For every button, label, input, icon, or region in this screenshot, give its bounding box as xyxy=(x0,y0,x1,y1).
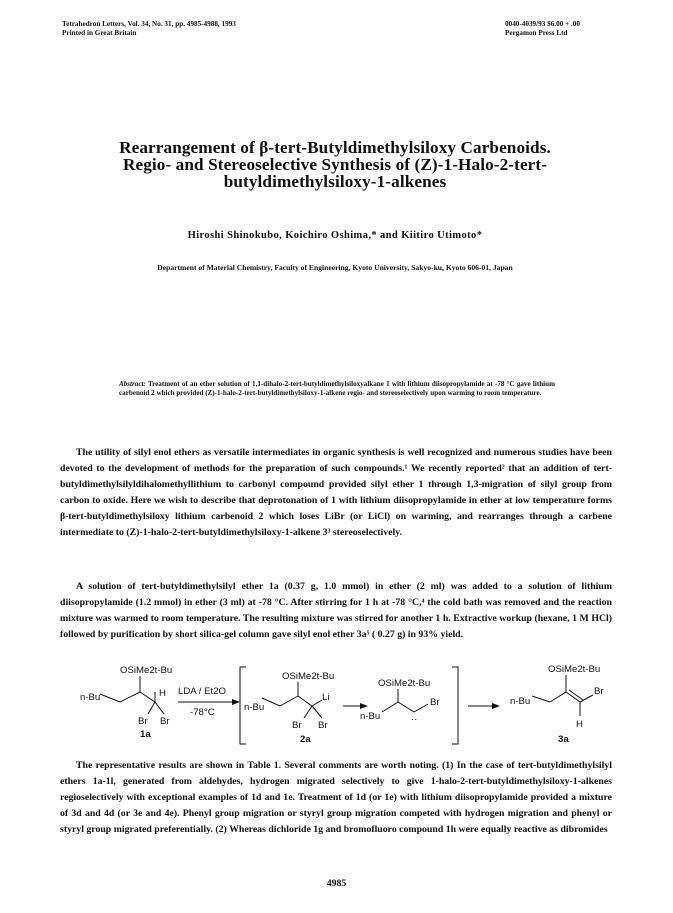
compound-1a-otbs: OSiMe2t-Bu xyxy=(120,665,173,676)
price-header xyxy=(505,20,580,38)
carbene-br: Br xyxy=(430,697,440,708)
paragraph-3-text: The representative results are shown in Table 1. Several comments are worth noting. (1) In the case of tert-butyldimethylsilyl ethers 1a-1l, generated from aldehydes, hydrogen migrated selectively to give 1-halo-2-tert-butyldimethylsiloxy-1-alkenes regioselectively with exceptional examples of 1d and 1e. Treatment of 1d (or 1e) with lithium diisopropylamide provided a mixture of 3d and 4d (or 3e and 4e). Phenyl group migration or styryl group migration competed with hydrogen migration and phenyl or styryl group migrated preferentially. (2) Whereas dichloride 1g and bromofluoro compound 1h were equally reactive as dibromides xyxy=(60,760,612,836)
compound-3a-h: H xyxy=(576,719,583,730)
abstract-label: Abstract: xyxy=(119,380,146,388)
compound-3a-otbs: OSiMe2t-Bu xyxy=(548,664,601,675)
paragraph-1-text: The utility of silyl enol ethers as versatile intermediates in organic synthesis is well recognized and numerous studies have been devoted to the development of methods for the preparation of such compounds.¹ We recently reported² that an addition of tert-butyldimethylsilyldihalomethyllithium to carbonyl compound provided silyl ether 1 through 1,3-migration of silyl group from carbon to oxide. Here we wish to describe that deprotonation of 1 with lithium diisopropylamide in ether at low temperature forms β-tert-butyldimethylsiloxy lithium carbenoid 2 which loses LiBr (or LiCl) on warming, and rearranges through a carbene intermediate to (Z)-1-halo-2-tert-butyldimethylsiloxy-1-alkene 3³ stereoselectively. xyxy=(60,447,612,539)
reagent-top: LDA / Et2O xyxy=(178,686,226,697)
compound-3a-br: Br xyxy=(594,686,604,697)
journal-citation: Tetrahedron Letters, Vol. 34, No. 31, pp. 4985-4988, 1993 xyxy=(62,20,236,28)
title-line-3: butyldimethylsiloxy-1-alkenes xyxy=(223,172,447,191)
journal-header xyxy=(62,20,236,38)
compound-1a-br1: Br xyxy=(138,716,148,727)
carbene-dots: ·· xyxy=(411,714,418,725)
paragraph-intro xyxy=(60,445,612,542)
abstract-text: Treatment of an ether solution of 1,1-dihalo-2-tert-butyldimethylsiloxyalkane 1 with lithium diisopropylamide at -78 °C gave lithium carbenoid 2 which provided (Z)-1-halo-2-tert-butyldimethylsiloxy-1-alkene regio- and stereoselectively upon warming to room temperature. xyxy=(119,380,555,398)
compound-2a-br1: Br xyxy=(292,720,302,731)
paragraph-results xyxy=(60,758,612,838)
page-number: 4985 xyxy=(326,878,347,889)
publisher: Pergamon Press Ltd xyxy=(505,29,568,37)
compound-1a-h: H xyxy=(159,688,166,699)
compound-2a-label: 2a xyxy=(300,734,311,745)
affiliation: Department of Material Chemistry, Faculty of Engineering, Kyoto University, Sakyo-ku, Kyoto 606-01, Japan xyxy=(157,263,513,272)
compound-2a-nbu: n-Bu xyxy=(244,702,265,713)
compound-1a-br2: Br xyxy=(160,716,170,727)
author-list: Hiroshi Shinokubo, Koichiro Oshima,* and Kiitiro Utimoto* xyxy=(187,230,483,241)
compound-1a-label: 1a xyxy=(140,729,151,740)
title-line-2: Regio- and Stereoselective Synthesis of (Z)-1-Halo-2-tert- xyxy=(122,155,548,174)
paper-title xyxy=(60,139,610,190)
abstract xyxy=(119,380,555,398)
print-location: Printed in Great Britain xyxy=(62,29,137,37)
compound-1a-nbu: n-Bu xyxy=(80,692,101,703)
compound-3a-label: 3a xyxy=(558,734,569,745)
carbene-nbu: n-Bu xyxy=(360,711,381,722)
compound-2a-otbs: OSiMe2t-Bu xyxy=(282,671,335,682)
reagent-bottom: -78°C xyxy=(190,707,215,718)
title-line-1: Rearrangement of β-tert-Butyldimethylsiloxy Carbenoids. xyxy=(119,138,551,157)
paragraph-procedure xyxy=(60,579,612,643)
compound-2a-li: Li xyxy=(322,692,330,703)
compound-3a-nbu: n-Bu xyxy=(510,696,531,707)
reaction-scheme xyxy=(60,662,612,752)
carbene-otbs: OSiMe2t-Bu xyxy=(378,678,431,689)
paragraph-2-text: A solution of tert-butyldimethylsilyl ether 1a (0.37 g, 1.0 mmol) in ether (2 ml) was added to a solution of lithium diisopropylamide (1.2 mmol) in ether (3 ml) at -78 °C. After stirring for 1 h at -78 °C,⁴ the cold bath was removed and the reaction mixture was warmed to room temperature. The resulting mixture was stirred for another 1 h. Extractive workup (hexane, 1 M HCl) followed by purification by short silica-gel column gave silyl enol ether 3a⁵ ( 0.27 g) in 93% yield. xyxy=(60,581,612,641)
compound-2a-br2: Br xyxy=(318,720,328,731)
issn-price: 0040-4039/93 $6.00 + .00 xyxy=(505,20,580,28)
